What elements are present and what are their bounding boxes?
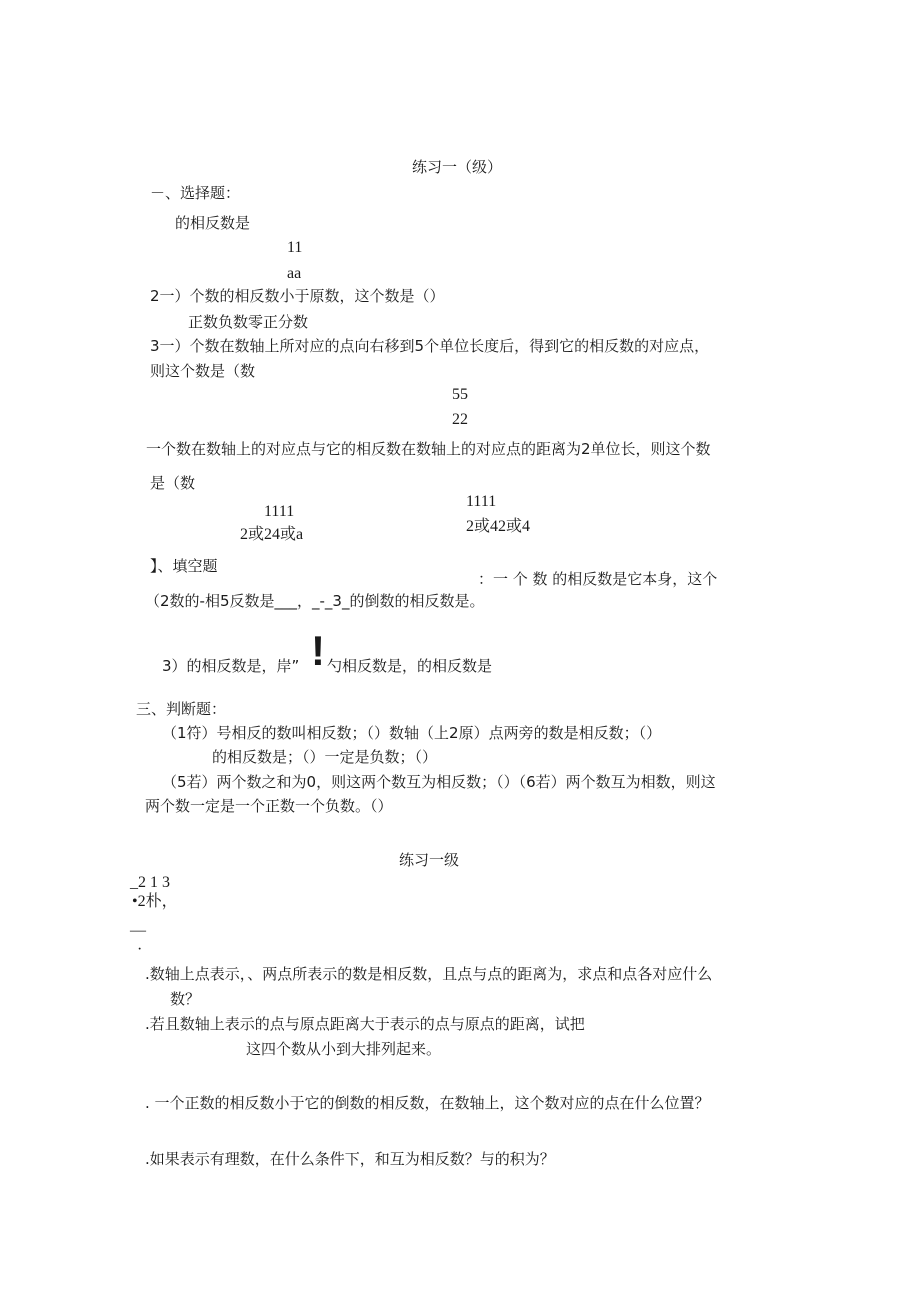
judge-line-4: 两个数一定是一个正数一个负数。（）: [145, 797, 393, 815]
problem-3: . 一个正数的相反数小于它的倒数的相反数，在数轴上，这个数对应的点在什么位置？: [145, 1094, 710, 1112]
question-3-fraction-denominator: 22: [452, 411, 468, 428]
problem-1-line-1: .数轴上点表示，、两点所表示的数是相反数，且点与点的距离为，求点和点各对应什么: [145, 965, 713, 983]
question-4-option-b-numerators: 1111: [466, 493, 497, 510]
section-heading-choice: －、选择题：: [150, 184, 241, 202]
question-4-option-b: 2或42或4: [466, 518, 531, 535]
problem-4: .如果表示有理数，在什么条件下，和互为相反数？与的积为？: [145, 1150, 555, 1168]
section-heading-judge: 三、判断题：: [136, 700, 227, 718]
fill-question-3-part-b: 勺相反数是，的相反数是: [327, 657, 493, 675]
question-4-option-a: 2或24或a: [240, 526, 304, 543]
question-4-option-a-numerators: 1111: [264, 503, 295, 520]
page-title: 练习一（级）: [412, 158, 503, 176]
judge-line-2: 的相反数是；（）一定是负数；（）: [212, 748, 438, 766]
exclamation-mark: !: [311, 627, 325, 674]
fill-question-3-part-a: 3）的相反数是，岸”: [162, 657, 300, 675]
question-1-text: 的相反数是: [175, 214, 251, 232]
page-2-title: 练习一级: [399, 851, 460, 869]
question-3-line-2: 则这个数是（数: [150, 362, 256, 380]
question-2-text: 2一）个数的相反数小于原数，这个数是（）: [150, 287, 445, 305]
problem-1-line-2: 数？: [170, 990, 201, 1008]
question-4-line-1: 一个数在数轴上的对应点与它的相反数在数轴上的对应点的距离为2单位长，则这个数: [146, 440, 711, 458]
question-3-line-1: 3一）个数在数轴上所对应的点向右移到5个单位长度后，得到它的相反数的对应点，: [150, 337, 710, 355]
problem-2-line-1: .若且数轴上表示的点与原点距离大于表示的点与原点的距离，试把: [145, 1015, 585, 1033]
question-1-fraction-numerator: 11: [287, 239, 303, 256]
section-heading-fill: 】、填空题: [150, 557, 218, 575]
question-2-options: 正数负数零正分数: [188, 313, 309, 331]
question-3-fraction-numerator: 55: [452, 386, 468, 403]
fragment-text-2: •2朴，: [132, 893, 178, 910]
fill-question-1: ：一 个 数 的相反数是它本身，这个: [478, 570, 718, 588]
fragment-text-4: ·: [137, 941, 143, 958]
fragment-text-1: _2 1 3: [130, 874, 170, 891]
judge-line-3: （5若）两个数之和为0，则这两个数互为相反数；（）（6若）两个数互为相数，则这: [162, 773, 716, 791]
question-1-fraction-denominator: aa: [287, 265, 302, 282]
fragment-text-3: —: [130, 922, 146, 939]
question-4-line-2: 是（数: [150, 474, 196, 492]
problem-2-line-2: 这四个数从小到大排列起来。: [246, 1040, 442, 1058]
fill-question-2: （2数的-相5反数是___，_-_3_的倒数的相反数是。: [145, 592, 485, 610]
judge-line-1: （1符）号相反的数叫相反数；（）数轴（上2原）点两旁的数是相反数；（）: [162, 724, 662, 742]
